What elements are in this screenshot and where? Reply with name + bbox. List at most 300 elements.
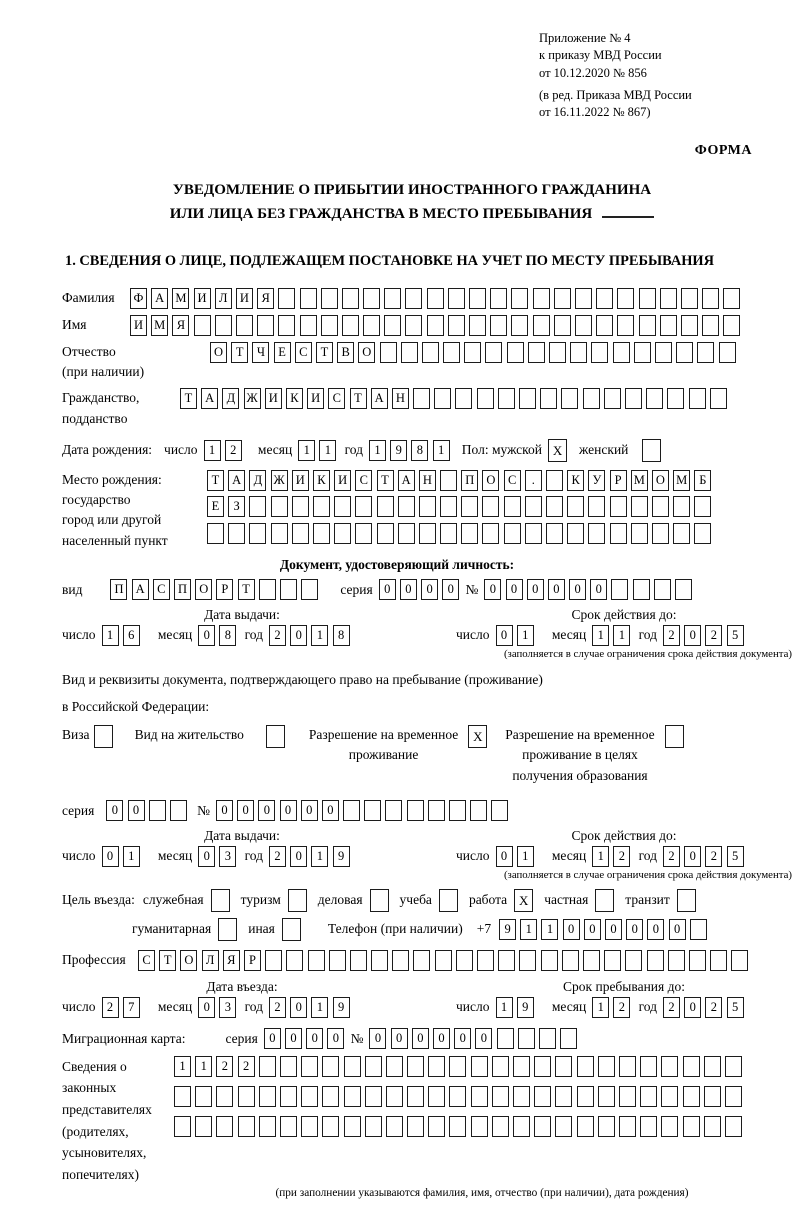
char-cell[interactable]	[471, 1086, 488, 1107]
char-cell[interactable]: 0	[684, 846, 701, 867]
char-cell[interactable]: 0	[433, 1028, 450, 1049]
char-cell[interactable]: И	[194, 288, 211, 309]
char-cell[interactable]: 0	[626, 919, 643, 940]
char-cell[interactable]: И	[334, 470, 351, 491]
char-cell[interactable]	[490, 315, 507, 336]
char-cell[interactable]	[449, 1056, 466, 1077]
char-cell[interactable]	[477, 950, 494, 971]
char-cell[interactable]: 1	[496, 997, 513, 1018]
char-cell[interactable]	[443, 342, 460, 363]
char-cell[interactable]: 1	[311, 846, 328, 867]
char-cell[interactable]	[697, 342, 714, 363]
char-cell[interactable]	[407, 1116, 424, 1137]
char-cell[interactable]	[259, 1056, 276, 1077]
char-cell[interactable]	[322, 1086, 339, 1107]
char-cell[interactable]: 0	[506, 579, 523, 600]
char-cell[interactable]	[661, 1116, 678, 1137]
char-cell[interactable]	[471, 1056, 488, 1077]
char-cell[interactable]	[308, 950, 325, 971]
char-cell[interactable]	[385, 800, 402, 821]
char-cell[interactable]: 3	[219, 997, 236, 1018]
edu-permit-checkbox[interactable]	[665, 725, 684, 748]
char-cell[interactable]: С	[355, 470, 372, 491]
char-cell[interactable]	[533, 315, 550, 336]
char-cell[interactable]: .	[525, 470, 542, 491]
char-cell[interactable]	[504, 496, 521, 517]
business-checkbox[interactable]	[370, 889, 389, 912]
char-cell[interactable]: 0	[306, 1028, 323, 1049]
char-cell[interactable]	[321, 315, 338, 336]
char-cell[interactable]: 0	[301, 800, 318, 821]
char-cell[interactable]	[577, 1086, 594, 1107]
char-cell[interactable]	[259, 1086, 276, 1107]
char-cell[interactable]	[511, 288, 528, 309]
char-cell[interactable]	[555, 1086, 572, 1107]
char-cell[interactable]	[456, 950, 473, 971]
char-cell[interactable]: 2	[216, 1056, 233, 1077]
other-checkbox[interactable]	[282, 918, 301, 941]
char-cell[interactable]: 1	[298, 440, 315, 461]
char-cell[interactable]: 9	[499, 919, 516, 940]
char-cell[interactable]: Л	[202, 950, 219, 971]
char-cell[interactable]	[549, 342, 566, 363]
char-cell[interactable]: 2	[613, 846, 630, 867]
char-cell[interactable]	[427, 315, 444, 336]
char-cell[interactable]: Я	[257, 288, 274, 309]
char-cell[interactable]: Е	[274, 342, 291, 363]
char-cell[interactable]	[448, 288, 465, 309]
char-cell[interactable]	[477, 388, 494, 409]
char-cell[interactable]	[490, 288, 507, 309]
char-cell[interactable]	[683, 1116, 700, 1137]
char-cell[interactable]	[322, 1116, 339, 1137]
char-cell[interactable]	[652, 496, 669, 517]
char-cell[interactable]	[673, 523, 690, 544]
char-cell[interactable]: 7	[123, 997, 140, 1018]
char-cell[interactable]: И	[292, 470, 309, 491]
char-cell[interactable]: 0	[400, 579, 417, 600]
char-cell[interactable]	[723, 288, 740, 309]
char-cell[interactable]: К	[567, 470, 584, 491]
char-cell[interactable]	[344, 1086, 361, 1107]
char-cell[interactable]: 1	[195, 1056, 212, 1077]
study-checkbox[interactable]	[439, 889, 458, 912]
char-cell[interactable]	[461, 523, 478, 544]
char-cell[interactable]	[540, 388, 557, 409]
char-cell[interactable]: 2	[663, 997, 680, 1018]
char-cell[interactable]	[440, 470, 457, 491]
char-cell[interactable]: 0	[327, 1028, 344, 1049]
char-cell[interactable]: 8	[411, 440, 428, 461]
char-cell[interactable]: С	[295, 342, 312, 363]
char-cell[interactable]	[464, 342, 481, 363]
char-cell[interactable]	[280, 579, 297, 600]
char-cell[interactable]: 0	[290, 625, 307, 646]
char-cell[interactable]: 0	[475, 1028, 492, 1049]
char-cell[interactable]: 0	[484, 579, 501, 600]
char-cell[interactable]	[301, 1116, 318, 1137]
char-cell[interactable]	[419, 496, 436, 517]
char-cell[interactable]: Б	[694, 470, 711, 491]
char-cell[interactable]: Ж	[244, 388, 261, 409]
char-cell[interactable]	[567, 496, 584, 517]
char-cell[interactable]	[449, 1116, 466, 1137]
char-cell[interactable]: А	[371, 388, 388, 409]
char-cell[interactable]	[583, 950, 600, 971]
char-cell[interactable]	[617, 315, 634, 336]
char-cell[interactable]: 0	[684, 625, 701, 646]
char-cell[interactable]	[667, 388, 684, 409]
char-cell[interactable]	[661, 1086, 678, 1107]
char-cell[interactable]	[661, 1056, 678, 1077]
char-cell[interactable]: К	[286, 388, 303, 409]
humanitarian-checkbox[interactable]	[218, 918, 237, 941]
char-cell[interactable]	[300, 315, 317, 336]
char-cell[interactable]	[611, 579, 628, 600]
char-cell[interactable]: 0	[258, 800, 275, 821]
char-cell[interactable]: Ж	[271, 470, 288, 491]
char-cell[interactable]: О	[482, 470, 499, 491]
char-cell[interactable]	[683, 1086, 700, 1107]
char-cell[interactable]: Е	[207, 496, 224, 517]
char-cell[interactable]	[428, 1086, 445, 1107]
char-cell[interactable]	[278, 315, 295, 336]
char-cell[interactable]	[534, 1116, 551, 1137]
char-cell[interactable]: 1	[369, 440, 386, 461]
char-cell[interactable]: 5	[727, 997, 744, 1018]
char-cell[interactable]	[271, 523, 288, 544]
char-cell[interactable]	[640, 1056, 657, 1077]
char-cell[interactable]: И	[307, 388, 324, 409]
char-cell[interactable]	[259, 1116, 276, 1137]
char-cell[interactable]	[588, 523, 605, 544]
tourism-checkbox[interactable]	[288, 889, 307, 912]
char-cell[interactable]: И	[236, 288, 253, 309]
gender-male-checkbox[interactable]: X	[548, 439, 567, 462]
char-cell[interactable]: 1	[433, 440, 450, 461]
char-cell[interactable]	[675, 579, 692, 600]
char-cell[interactable]	[655, 342, 672, 363]
char-cell[interactable]	[591, 342, 608, 363]
char-cell[interactable]: Р	[610, 470, 627, 491]
char-cell[interactable]: 2	[269, 625, 286, 646]
char-cell[interactable]: 5	[727, 846, 744, 867]
char-cell[interactable]: Т	[316, 342, 333, 363]
char-cell[interactable]	[633, 579, 650, 600]
char-cell[interactable]	[598, 1056, 615, 1077]
char-cell[interactable]	[300, 288, 317, 309]
char-cell[interactable]	[194, 315, 211, 336]
char-cell[interactable]: К	[313, 470, 330, 491]
char-cell[interactable]: А	[151, 288, 168, 309]
char-cell[interactable]: Н	[392, 388, 409, 409]
visa-checkbox[interactable]	[94, 725, 113, 748]
char-cell[interactable]: С	[328, 388, 345, 409]
char-cell[interactable]	[355, 496, 372, 517]
char-cell[interactable]: 2	[663, 625, 680, 646]
char-cell[interactable]: 9	[333, 846, 350, 867]
char-cell[interactable]	[619, 1056, 636, 1077]
char-cell[interactable]	[694, 523, 711, 544]
char-cell[interactable]	[174, 1086, 191, 1107]
char-cell[interactable]: Т	[159, 950, 176, 971]
char-cell[interactable]	[238, 1116, 255, 1137]
char-cell[interactable]	[575, 288, 592, 309]
char-cell[interactable]	[448, 315, 465, 336]
char-cell[interactable]	[216, 1116, 233, 1137]
char-cell[interactable]	[497, 1028, 514, 1049]
char-cell[interactable]	[513, 1116, 530, 1137]
char-cell[interactable]	[334, 496, 351, 517]
char-cell[interactable]	[377, 496, 394, 517]
char-cell[interactable]: 1	[592, 846, 609, 867]
char-cell[interactable]: Я	[223, 950, 240, 971]
char-cell[interactable]	[561, 388, 578, 409]
char-cell[interactable]	[704, 1056, 721, 1077]
char-cell[interactable]: 0	[128, 800, 145, 821]
char-cell[interactable]	[639, 288, 656, 309]
char-cell[interactable]: 0	[198, 846, 215, 867]
char-cell[interactable]	[519, 950, 536, 971]
char-cell[interactable]	[301, 579, 318, 600]
char-cell[interactable]	[575, 315, 592, 336]
char-cell[interactable]	[280, 1116, 297, 1137]
char-cell[interactable]: 0	[454, 1028, 471, 1049]
char-cell[interactable]	[329, 950, 346, 971]
char-cell[interactable]: 0	[684, 997, 701, 1018]
char-cell[interactable]: М	[172, 288, 189, 309]
char-cell[interactable]	[280, 1056, 297, 1077]
char-cell[interactable]: Т	[350, 388, 367, 409]
char-cell[interactable]	[492, 1116, 509, 1137]
char-cell[interactable]	[528, 342, 545, 363]
char-cell[interactable]	[631, 496, 648, 517]
char-cell[interactable]: 0	[106, 800, 123, 821]
char-cell[interactable]: Д	[249, 470, 266, 491]
char-cell[interactable]	[613, 342, 630, 363]
char-cell[interactable]	[583, 388, 600, 409]
char-cell[interactable]	[449, 800, 466, 821]
char-cell[interactable]	[257, 315, 274, 336]
char-cell[interactable]	[660, 288, 677, 309]
char-cell[interactable]	[619, 1086, 636, 1107]
char-cell[interactable]	[440, 523, 457, 544]
char-cell[interactable]	[407, 1086, 424, 1107]
char-cell[interactable]	[513, 1056, 530, 1077]
char-cell[interactable]	[704, 1116, 721, 1137]
char-cell[interactable]	[631, 523, 648, 544]
char-cell[interactable]	[413, 388, 430, 409]
char-cell[interactable]: П	[110, 579, 127, 600]
char-cell[interactable]: 1	[311, 997, 328, 1018]
char-cell[interactable]	[562, 950, 579, 971]
char-cell[interactable]	[498, 950, 515, 971]
char-cell[interactable]	[660, 315, 677, 336]
char-cell[interactable]: И	[265, 388, 282, 409]
char-cell[interactable]	[343, 800, 360, 821]
char-cell[interactable]	[617, 288, 634, 309]
char-cell[interactable]	[322, 1056, 339, 1077]
char-cell[interactable]	[265, 950, 282, 971]
char-cell[interactable]	[546, 523, 563, 544]
char-cell[interactable]	[350, 950, 367, 971]
char-cell[interactable]	[482, 496, 499, 517]
char-cell[interactable]	[207, 523, 224, 544]
char-cell[interactable]	[577, 1056, 594, 1077]
char-cell[interactable]: О	[652, 470, 669, 491]
char-cell[interactable]	[170, 800, 187, 821]
char-cell[interactable]	[546, 496, 563, 517]
char-cell[interactable]	[598, 1086, 615, 1107]
char-cell[interactable]	[216, 1086, 233, 1107]
char-cell[interactable]: 2	[102, 997, 119, 1018]
char-cell[interactable]: 2	[238, 1056, 255, 1077]
char-cell[interactable]	[355, 523, 372, 544]
char-cell[interactable]	[435, 950, 452, 971]
char-cell[interactable]	[342, 315, 359, 336]
char-cell[interactable]: 1	[311, 625, 328, 646]
char-cell[interactable]	[342, 288, 359, 309]
char-cell[interactable]	[301, 1086, 318, 1107]
char-cell[interactable]	[504, 523, 521, 544]
char-cell[interactable]	[689, 950, 706, 971]
char-cell[interactable]: 0	[198, 997, 215, 1018]
char-cell[interactable]: 0	[391, 1028, 408, 1049]
char-cell[interactable]	[625, 950, 642, 971]
char-cell[interactable]: П	[174, 579, 191, 600]
char-cell[interactable]: О	[180, 950, 197, 971]
char-cell[interactable]	[492, 1056, 509, 1077]
char-cell[interactable]	[407, 800, 424, 821]
char-cell[interactable]	[731, 950, 748, 971]
char-cell[interactable]	[334, 523, 351, 544]
char-cell[interactable]	[286, 950, 303, 971]
char-cell[interactable]: 1	[174, 1056, 191, 1077]
char-cell[interactable]	[518, 1028, 535, 1049]
char-cell[interactable]: В	[337, 342, 354, 363]
char-cell[interactable]	[419, 523, 436, 544]
char-cell[interactable]: 0	[669, 919, 686, 940]
char-cell[interactable]	[560, 1028, 577, 1049]
char-cell[interactable]	[704, 1086, 721, 1107]
char-cell[interactable]	[646, 388, 663, 409]
char-cell[interactable]: И	[130, 315, 147, 336]
char-cell[interactable]: 9	[333, 997, 350, 1018]
char-cell[interactable]: 0	[290, 997, 307, 1018]
char-cell[interactable]	[422, 342, 439, 363]
char-cell[interactable]	[570, 342, 587, 363]
char-cell[interactable]	[634, 342, 651, 363]
official-checkbox[interactable]	[211, 889, 230, 912]
char-cell[interactable]: 5	[727, 625, 744, 646]
char-cell[interactable]	[690, 919, 707, 940]
char-cell[interactable]: Т	[180, 388, 197, 409]
char-cell[interactable]: 1	[319, 440, 336, 461]
char-cell[interactable]: Л	[215, 288, 232, 309]
char-cell[interactable]	[673, 496, 690, 517]
private-checkbox[interactable]	[595, 889, 614, 912]
char-cell[interactable]	[533, 288, 550, 309]
char-cell[interactable]	[654, 579, 671, 600]
char-cell[interactable]: Ф	[130, 288, 147, 309]
char-cell[interactable]	[365, 1116, 382, 1137]
char-cell[interactable]: 8	[333, 625, 350, 646]
char-cell[interactable]	[392, 950, 409, 971]
char-cell[interactable]	[434, 388, 451, 409]
char-cell[interactable]: 0	[322, 800, 339, 821]
char-cell[interactable]	[719, 342, 736, 363]
char-cell[interactable]	[554, 288, 571, 309]
char-cell[interactable]	[498, 388, 515, 409]
char-cell[interactable]	[519, 388, 536, 409]
char-cell[interactable]: 1	[520, 919, 537, 940]
char-cell[interactable]: М	[673, 470, 690, 491]
char-cell[interactable]	[470, 800, 487, 821]
char-cell[interactable]	[567, 523, 584, 544]
char-cell[interactable]	[313, 523, 330, 544]
char-cell[interactable]	[344, 1116, 361, 1137]
char-cell[interactable]: А	[132, 579, 149, 600]
char-cell[interactable]	[482, 523, 499, 544]
char-cell[interactable]	[681, 315, 698, 336]
char-cell[interactable]: 0	[590, 579, 607, 600]
char-cell[interactable]	[401, 342, 418, 363]
char-cell[interactable]: 2	[705, 846, 722, 867]
char-cell[interactable]	[710, 388, 727, 409]
temp-permit-checkbox[interactable]: X	[468, 725, 487, 748]
char-cell[interactable]	[449, 1086, 466, 1107]
char-cell[interactable]	[344, 1056, 361, 1077]
char-cell[interactable]: 1	[517, 846, 534, 867]
char-cell[interactable]	[604, 388, 621, 409]
char-cell[interactable]: 0	[563, 919, 580, 940]
char-cell[interactable]	[610, 523, 627, 544]
char-cell[interactable]	[546, 470, 563, 491]
char-cell[interactable]: 0	[442, 579, 459, 600]
work-checkbox[interactable]: X	[514, 889, 533, 912]
char-cell[interactable]	[259, 579, 276, 600]
char-cell[interactable]	[588, 496, 605, 517]
char-cell[interactable]	[469, 288, 486, 309]
char-cell[interactable]	[539, 1028, 556, 1049]
char-cell[interactable]	[249, 496, 266, 517]
char-cell[interactable]	[228, 523, 245, 544]
char-cell[interactable]: 0	[647, 919, 664, 940]
char-cell[interactable]	[619, 1116, 636, 1137]
char-cell[interactable]: 8	[219, 625, 236, 646]
char-cell[interactable]	[195, 1116, 212, 1137]
char-cell[interactable]	[541, 950, 558, 971]
char-cell[interactable]: М	[631, 470, 648, 491]
char-cell[interactable]: Т	[231, 342, 248, 363]
char-cell[interactable]: О	[358, 342, 375, 363]
char-cell[interactable]	[398, 496, 415, 517]
char-cell[interactable]	[280, 1086, 297, 1107]
char-cell[interactable]	[647, 950, 664, 971]
char-cell[interactable]: А	[398, 470, 415, 491]
char-cell[interactable]	[371, 950, 388, 971]
char-cell[interactable]	[534, 1056, 551, 1077]
char-cell[interactable]	[215, 315, 232, 336]
char-cell[interactable]: 0	[216, 800, 233, 821]
char-cell[interactable]	[725, 1056, 742, 1077]
char-cell[interactable]: 2	[663, 846, 680, 867]
char-cell[interactable]: 0	[102, 846, 119, 867]
char-cell[interactable]: 0	[264, 1028, 281, 1049]
char-cell[interactable]: 0	[412, 1028, 429, 1049]
char-cell[interactable]	[555, 1116, 572, 1137]
char-cell[interactable]: 2	[705, 997, 722, 1018]
